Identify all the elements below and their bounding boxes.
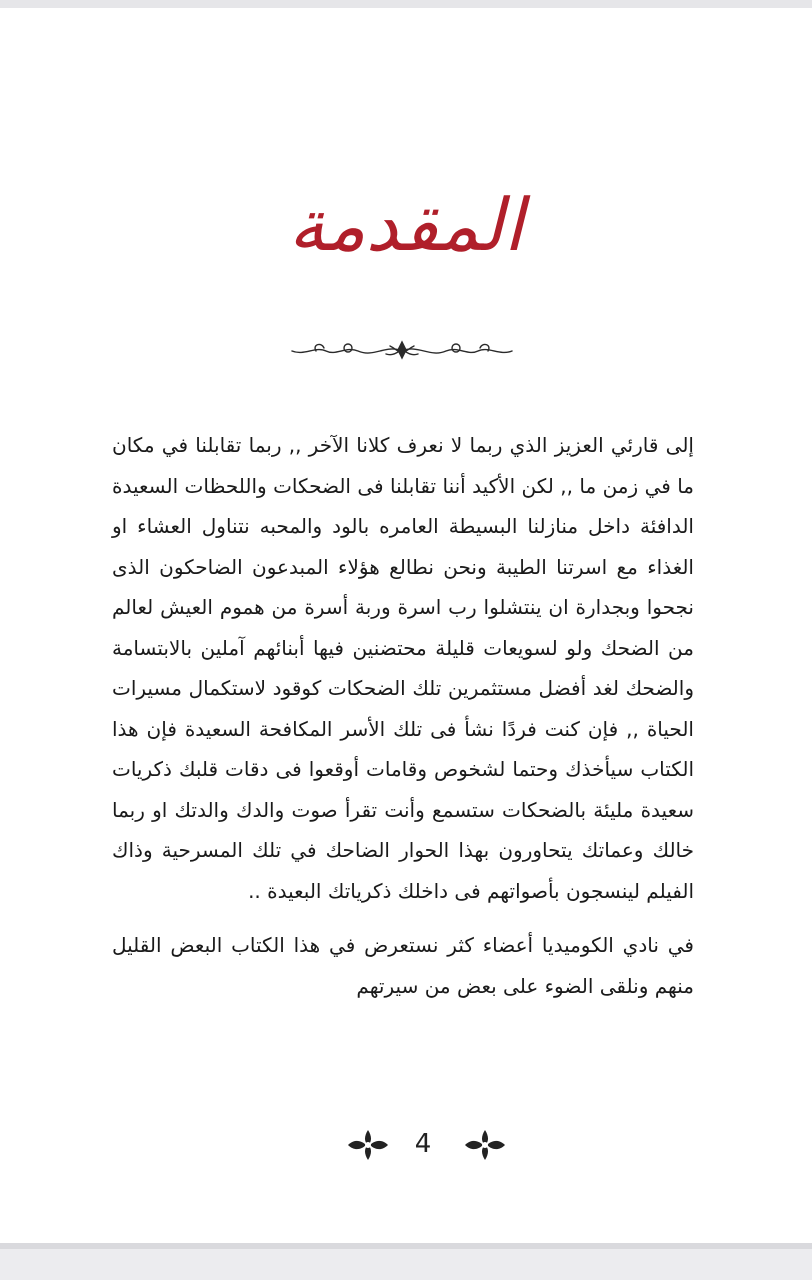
bottom-edge <box>0 1243 812 1280</box>
top-edge <box>0 0 812 8</box>
page-number: 4 <box>414 1129 432 1159</box>
page-title: المقدمة <box>288 183 524 267</box>
fleur-de-lis-icon <box>461 1126 509 1164</box>
body-text <box>112 425 694 1006</box>
swirl-divider-icon <box>286 334 518 368</box>
paragraph-intro: إلى قارئي العزيز الذي ربما لا نعرف كلانا الآخر ,, ربما تقابلنا في مكان ما في زمن ما ,, لكن الأكيد أننا تقابلنا فى الضحكات واللحظات السعيدة الدافئة داخل منازلنا البسيطة العامره بالود والمحبه نتناول العشاء او الغذاء مع اسرتنا الطيبة ونحن نطالع هؤلاء المبدعون الضاحكون الذى نجحوا وبجدارة ان ينتشلوا رب اسرة وربة أسرة من هموم العيش لعالم من الضحك ولو لسويعات قليلة محتضنين فيها أبنائهم آملين بالابتسامة والضحك لغد أفضل مستثمرين تلك الضحكات كوقود لاستكمال مسيرات الحياة ,, فإن كنت فردًا نشأ فى تلك الأسر المكافحة السعيدة فإن هذا الكتاب سيأخذك وحتما لشخوص وقامات أوقعوا فى دقات قلبك ذكريات سعيدة مليئة بالضحكات ستسمع وأنت تقرأ صوت والدك والدتك او ربما خالك وعماتك يتحاورون بهذا الحوار الضاحك في تلك المسرحية وذاك الفيلم لينسجون بأصواتهم فى داخلك ذكرياتك البعيدة .. <box>112 433 694 903</box>
fleur-de-lis-icon <box>344 1126 392 1164</box>
title-area <box>0 165 812 285</box>
paragraph-club: في نادي الكوميديا أعضاء كثر نستعرض في هذا الكتاب البعض القليل منهم ونلقى الضوء على بعض من سيرتهم <box>112 933 694 998</box>
page-footer <box>0 1124 812 1174</box>
